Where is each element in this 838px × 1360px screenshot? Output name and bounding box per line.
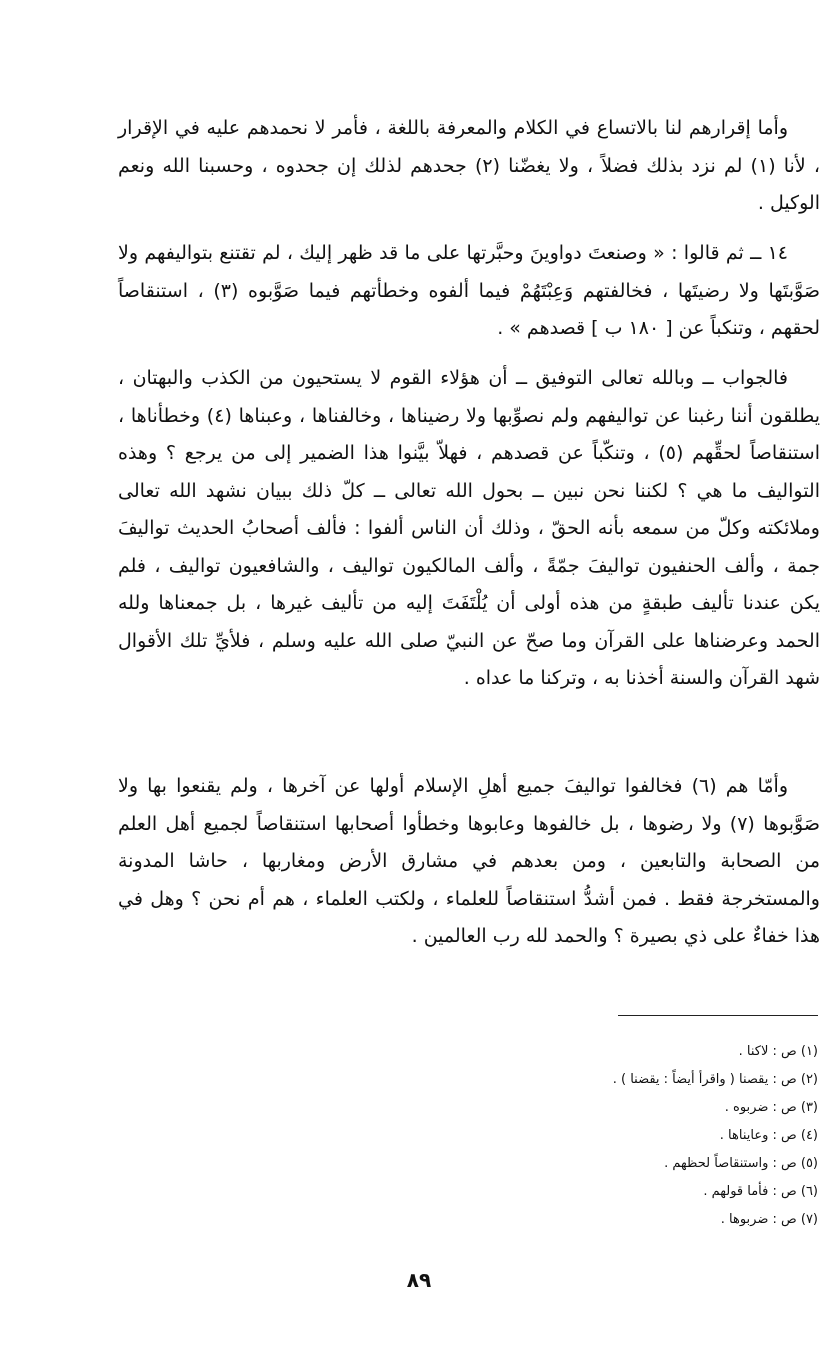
footnote-1: (١) ص : لاكنا . xyxy=(738,1044,818,1059)
page-number: ٨٩ xyxy=(406,1268,432,1292)
footnote-3: (٣) ص : ضربوه . xyxy=(724,1100,818,1115)
paragraph-3: فالجواب ــ وبالله تعالى التوفيق ــ أن هؤلاء القوم لا يستحيون من الكذب والبهتان ، يطلقون أننا رغبنا عن تواليفهم ولم نصوِّبها ولا رضيناها ، وخالفناها ، وعبناها (٤) وخطأناها ، استنقاصاً لحقِّهم (٥) ، وتنكّباً عن قصدهم ، فهلاّ بيَّنوا هذا الضمير إلى من يرجع ؟ وهذه التواليف ما هي ؟ لكننا نحن نبين ــ بحول الله تعالى ــ كلّ ذلك ببيان نشهد الله تعالى وملائكته وكلّ من سمعه بأنه الحقّ ، وذلك أن الناس ألفوا : فألف أصحابُ الحديث تواليفَ جمة ، وألف الحنفيون تواليفَ جمّةً ، وألف المالكيون تواليف ، والشافعيون تواليف ، فلم يكن عندنا تأليف طبقةٍ من هذه أولى أن يُلْتَفَتَ إليه من تأليف غيرها ، بل جمعناها ولله الحمد وعرضناها على القرآن وما صحّ عن النبيّ صلى الله عليه وسلم ، فلأيِّ تلك الأقوال شهد القرآن والسنة أخذنا به ، وتركنا ما عداه . xyxy=(118,367,820,689)
footnote-7: (٧) ص : ضربوها . xyxy=(720,1212,818,1227)
footnote-4: (٤) ص : وعاينا‌ها . xyxy=(719,1128,818,1143)
footnote-5: (٥) ص : واستنقاصاً لحظهم . xyxy=(664,1156,818,1171)
paragraph-1: وأما إقرارهم لنا بالاتساع في الكلام والمعرفة باللغة ، فأمر لا نحمدهم عليه في الإقرار ، لأنا (١) لم نزد بذلك فضلاً ، ولا يغضّنا (٢) جحدهم لذلك إن جحدوه ، وحسبنا الله ونعم الوكيل . xyxy=(118,117,820,214)
footnote-separator xyxy=(618,1015,818,1016)
footnotes-list xyxy=(400,1038,818,1234)
footnote-2: (٢) ص : يقصنا ( واقرأ أيضاً : يقضنا ) . xyxy=(612,1072,818,1087)
paragraph-4: وأمّا هم (٦) فخالفوا تواليفَ جميع أهلِ الإسلام أولها عن آخرها ، ولم يقنعوا بها ولا صَوَّبوها (٧) ولا رضوها ، بل خالفوها وعابوها وخطأوا أصحابها استنقاصاً لجميع أهل العلم من الصحابة والتابعين ، ومن بعدهم في مشارق الأرض ومغاربها ، حاشا المدونة والمستخرجة فقط . فمن أشدُّ استنقاصاً للعلماء ، ولكتب العلماء ، هم أم نحن ؟ وهل في هذا خفاءٌ على ذي بصيرة ؟ والحمد لله رب العالمين . xyxy=(118,775,820,947)
paragraph-2: ١٤ ــ ثم قالوا : « وصنعتَ دواوينَ وحبَّرتها على ما قد ظهر إليك ، لم تقتنع بتواليفهم ولا صَوَّبتَها ولا رضيتَها ، فخالفتهم وَعِبْتَهُمْ فيما ألفوه وخطأتهم فيما صَوَّبوه (٣) ، استنقاصاً لحقهم ، وتنكباً عن [ ١٨٠ ب ] قصدهم » . xyxy=(118,242,820,339)
footnote-6: (٦) ص : فأما قولهم . xyxy=(703,1184,818,1199)
